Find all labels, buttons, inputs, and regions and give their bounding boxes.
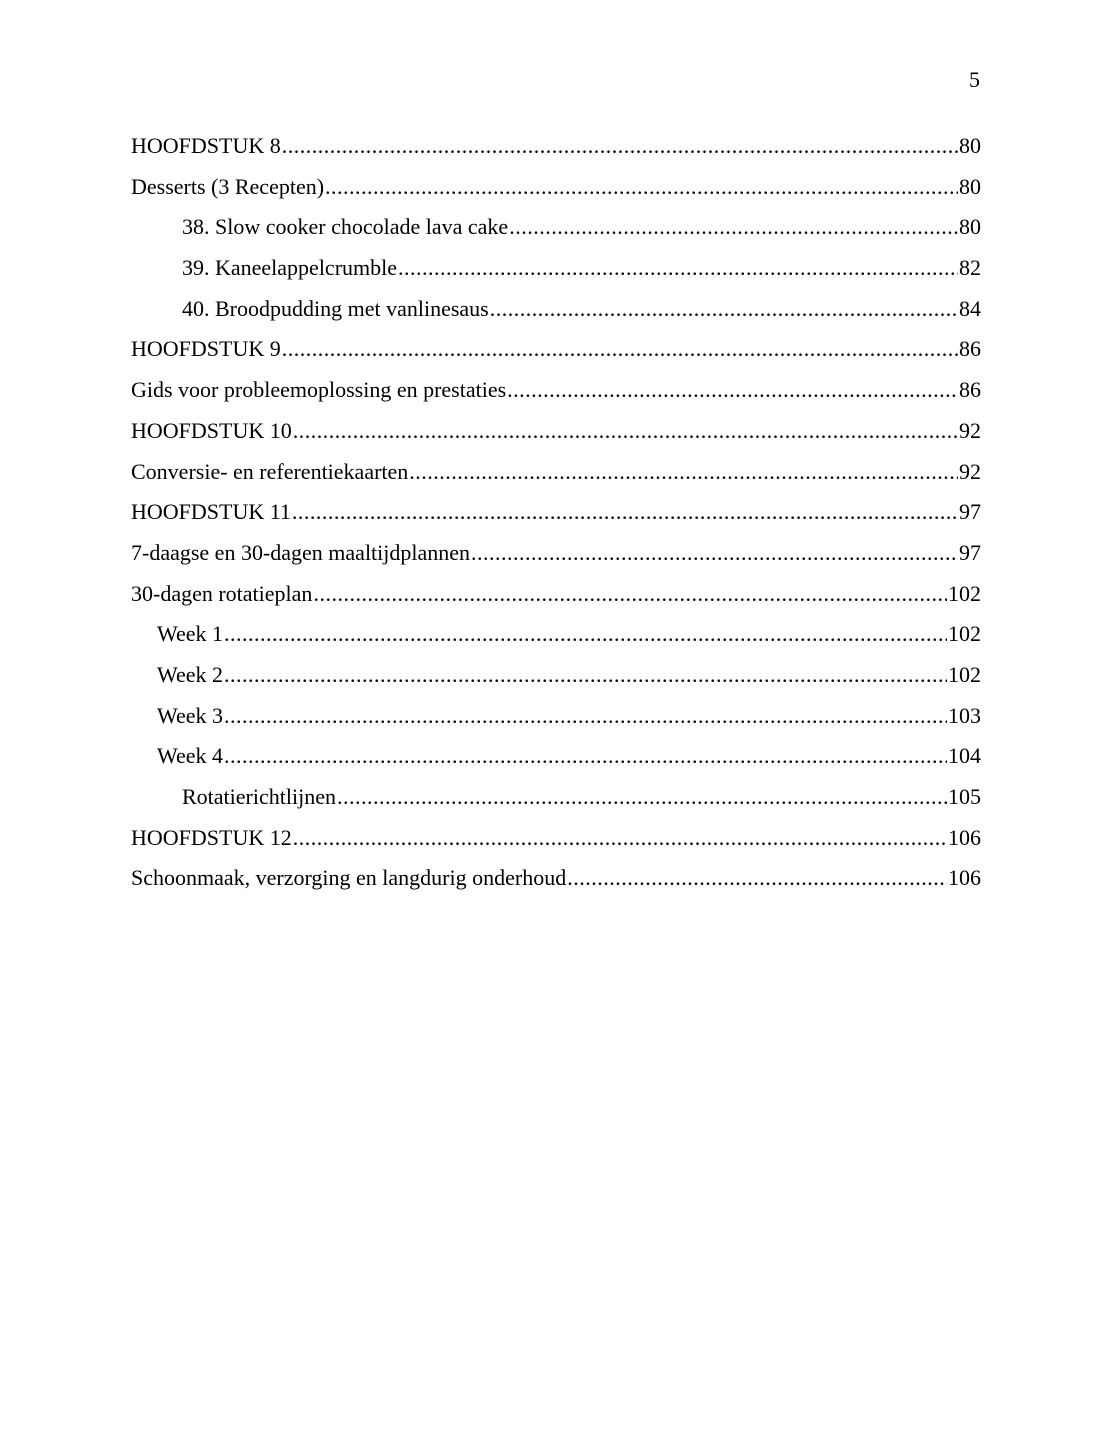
- toc-entry-title: Rotatierichtlijnen: [182, 784, 336, 809]
- toc-entry[interactable]: [131, 539, 981, 580]
- toc-entry-title: HOOFDSTUK 12: [131, 824, 292, 850]
- toc-entry[interactable]: [131, 620, 981, 661]
- toc-entry-page: 103: [948, 702, 981, 728]
- toc-entry-page: 84: [959, 295, 981, 321]
- toc-entry-page: 104: [948, 743, 981, 769]
- toc-entry[interactable]: [131, 702, 981, 743]
- toc-entry-page: 106: [948, 865, 981, 891]
- toc-entry[interactable]: [131, 295, 981, 336]
- toc-entry[interactable]: [131, 213, 981, 254]
- toc-entry[interactable]: [131, 661, 981, 702]
- toc-entry-title: Week 4: [157, 743, 224, 769]
- toc-dot-leader: [490, 295, 958, 323]
- page-number: 5: [969, 67, 980, 92]
- toc-entry-page: 97: [959, 499, 981, 525]
- toc-entry-title: Conversie- en referentiekaarten: [131, 458, 409, 484]
- toc-entry-title: Week 1: [157, 621, 224, 647]
- toc-entry-title: Gids voor probleemoplossing en prestaties: [131, 377, 507, 403]
- toc-dot-leader: [509, 213, 958, 241]
- toc-entry[interactable]: [131, 417, 981, 458]
- toc-entry-page: 80: [959, 133, 981, 158]
- toc-entry[interactable]: [131, 824, 981, 865]
- toc-entry-page: 92: [959, 458, 981, 484]
- toc-entry[interactable]: [131, 458, 981, 499]
- toc-entry[interactable]: [131, 173, 981, 214]
- toc-entry[interactable]: [131, 376, 981, 417]
- toc-dot-leader: [282, 132, 958, 160]
- toc-entry-title: 30-dagen rotatieplan: [131, 580, 313, 606]
- toc-entry[interactable]: [131, 783, 981, 824]
- toc-dot-leader: [337, 783, 947, 811]
- toc-entry-page: 105: [948, 784, 981, 809]
- toc-dot-leader: [224, 661, 947, 689]
- toc-dot-leader: [224, 620, 947, 648]
- toc-entry-page: 97: [959, 539, 981, 565]
- toc-entry-page: 106: [948, 824, 981, 850]
- toc-entry-title: 7-daagse en 30-dagen maaltijdplannen: [131, 539, 471, 565]
- toc-entry-title: Schoonmaak, verzorging en langdurig onderhoud: [131, 865, 567, 891]
- toc-dot-leader: [224, 742, 947, 770]
- toc-entry-page: 82: [959, 255, 981, 281]
- toc-dot-leader: [398, 254, 958, 282]
- toc-dot-leader: [313, 580, 947, 608]
- toc-entry[interactable]: [131, 132, 981, 173]
- toc-entry-title: 40. Broodpudding met vanlinesaus: [182, 295, 489, 321]
- table-of-contents: [131, 132, 981, 905]
- toc-entry[interactable]: [131, 335, 981, 376]
- toc-entry-page: 80: [959, 173, 981, 199]
- toc-entry-title: HOOFDSTUK 9: [131, 336, 281, 362]
- toc-entry-title: Week 3: [157, 702, 224, 728]
- toc-entry[interactable]: [131, 742, 981, 783]
- toc-entry-page: 86: [959, 377, 981, 403]
- toc-entry[interactable]: [131, 498, 981, 539]
- toc-dot-leader: [224, 702, 947, 730]
- toc-dot-leader: [471, 539, 958, 567]
- toc-dot-leader: [292, 498, 958, 526]
- toc-entry[interactable]: [131, 580, 981, 621]
- toc-entry-title: HOOFDSTUK 10: [131, 417, 292, 443]
- toc-entry-title: HOOFDSTUK 8: [131, 133, 281, 158]
- toc-dot-leader: [567, 864, 947, 892]
- toc-entry-page: 92: [959, 417, 981, 443]
- toc-entry-page: 102: [948, 621, 981, 647]
- toc-dot-leader: [409, 458, 958, 486]
- toc-entry-title: HOOFDSTUK 11: [131, 499, 291, 525]
- toc-dot-leader: [293, 824, 947, 852]
- toc-entry-page: 86: [959, 336, 981, 362]
- toc-dot-leader: [507, 376, 958, 404]
- toc-entry-title: Desserts (3 Recepten): [131, 173, 325, 199]
- toc-entry-title: Week 2: [157, 661, 224, 687]
- toc-entry-title: 39. Kaneelappelcrumble: [182, 255, 398, 281]
- toc-entry-page: 102: [948, 661, 981, 687]
- toc-dot-leader: [293, 417, 958, 445]
- toc-entry[interactable]: [131, 864, 981, 905]
- toc-entry-page: 102: [948, 580, 981, 606]
- toc-entry-page: 80: [959, 214, 981, 240]
- toc-entry[interactable]: [131, 254, 981, 295]
- toc-dot-leader: [325, 173, 958, 201]
- toc-entry-title: 38. Slow cooker chocolade lava cake: [182, 214, 509, 240]
- toc-dot-leader: [282, 335, 958, 363]
